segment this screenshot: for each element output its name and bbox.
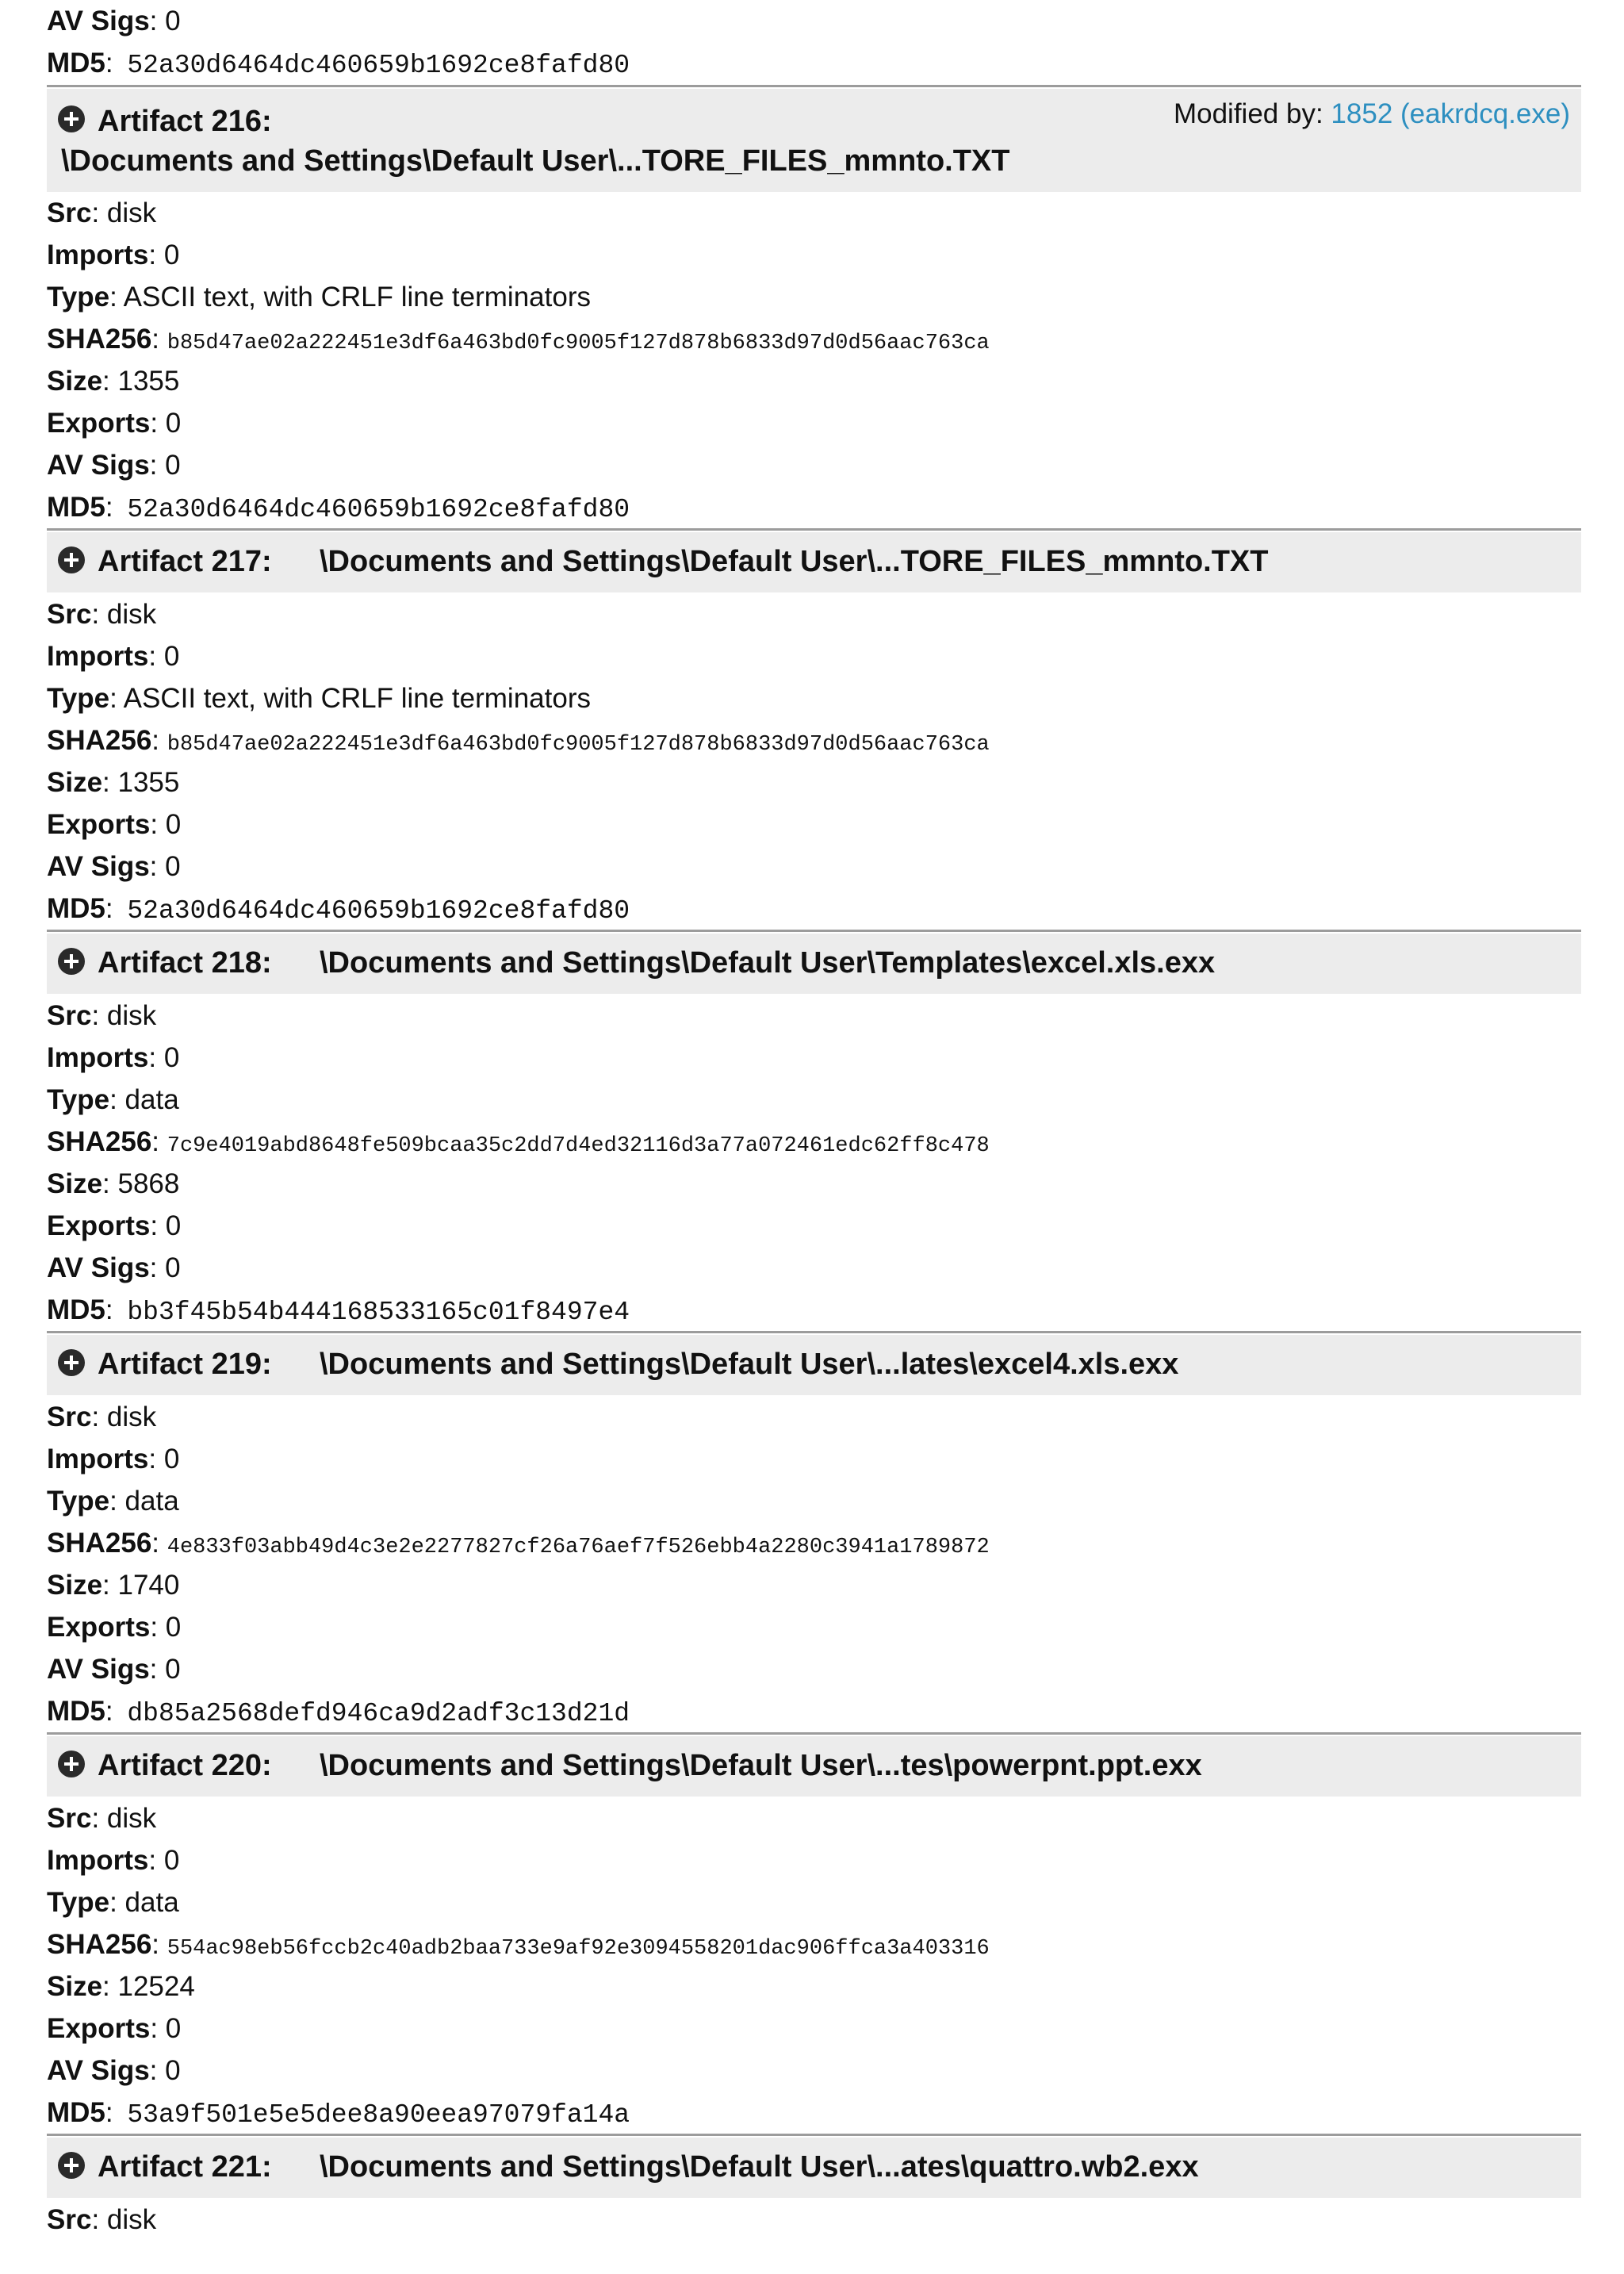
field-type: Type: ASCII text, with CRLF line terminators bbox=[47, 683, 591, 714]
artifact-header[interactable] bbox=[47, 934, 1581, 994]
field-imports: Imports: 0 bbox=[47, 1444, 180, 1474]
field-md5: MD5: db85a2568defd946ca9d2adf3c13d21d bbox=[47, 1696, 630, 1728]
field-size: Size: 5868 bbox=[47, 1168, 180, 1199]
divider bbox=[47, 85, 1581, 87]
artifact-header[interactable] bbox=[47, 2138, 1581, 2198]
divider bbox=[47, 1732, 1581, 1735]
artifact-path: \Documents and Settings\Default User\...ates\quattro.wb2.exx bbox=[320, 2150, 1199, 2184]
field-exports: Exports: 0 bbox=[47, 1210, 182, 1241]
field-sha256: SHA256: b85d47ae02a222451e3df6a463bd0fc9005f127d878b6833d97d0d56aac763ca bbox=[47, 324, 990, 355]
field-sha256: SHA256: 7c9e4019abd8648fe509bcaa35c2dd7d4ed32116d3a77a072461edc62ff8c478 bbox=[47, 1126, 990, 1158]
field-sha256: SHA256: 4e833f03abb49d4c3e2e2277827cf26a76aef7f526ebb4a2280c3941a1789872 bbox=[47, 1528, 990, 1559]
field-av-sigs: AV Sigs: 0 bbox=[47, 1654, 181, 1685]
expand-icon[interactable] bbox=[58, 2152, 85, 2179]
field-md5: MD5: 52a30d6464dc460659b1692ce8fafd80 bbox=[47, 492, 630, 524]
field-imports: Imports: 0 bbox=[47, 1042, 180, 1073]
field-av-sigs: AV Sigs: 0 bbox=[47, 450, 181, 481]
divider bbox=[47, 930, 1581, 932]
field-size: Size: 1355 bbox=[47, 767, 180, 798]
field-imports: Imports: 0 bbox=[47, 240, 180, 270]
field-src: Src: disk bbox=[47, 599, 157, 630]
field-size: Size: 12524 bbox=[47, 1971, 195, 2002]
field-av-sigs: AV Sigs: 0 bbox=[47, 851, 181, 882]
artifact-path: \Documents and Settings\Default User\Templates\excel.xls.exx bbox=[320, 946, 1216, 980]
field-sha256: SHA256: 554ac98eb56fccb2c40adb2baa733e9af92e3094558201dac906ffca3a403316 bbox=[47, 1929, 990, 1961]
artifact-header[interactable] bbox=[47, 1736, 1581, 1797]
divider bbox=[47, 528, 1581, 531]
artifact-title: Artifact 220: bbox=[98, 1749, 272, 1782]
modified-by: Modified by: 1852 (eakrdcq.exe) bbox=[1173, 98, 1570, 129]
expand-icon[interactable] bbox=[58, 948, 85, 975]
field-src: Src: disk bbox=[47, 1803, 157, 1834]
artifact-path: \Documents and Settings\Default User\...TORE_FILES_mmnto.TXT bbox=[61, 144, 1010, 178]
field-exports: Exports: 0 bbox=[47, 809, 182, 840]
field-type: Type: data bbox=[47, 1887, 179, 1918]
field-type: Type: data bbox=[47, 1486, 179, 1517]
field-exports: Exports: 0 bbox=[47, 1612, 182, 1643]
field-sha256: SHA256: b85d47ae02a222451e3df6a463bd0fc9005f127d878b6833d97d0d56aac763ca bbox=[47, 725, 990, 757]
artifact-path: \Documents and Settings\Default User\...TORE_FILES_mmnto.TXT bbox=[320, 545, 1269, 578]
artifact-title: Artifact 218: bbox=[98, 946, 272, 980]
field-exports: Exports: 0 bbox=[47, 408, 182, 439]
divider bbox=[47, 2134, 1581, 2136]
field-md5: MD5: 52a30d6464dc460659b1692ce8fafd80 bbox=[47, 893, 630, 926]
artifact-header[interactable] bbox=[47, 532, 1581, 592]
field-src: Src: disk bbox=[47, 2204, 157, 2235]
field-exports: Exports: 0 bbox=[47, 2013, 182, 2044]
expand-icon[interactable] bbox=[58, 105, 85, 132]
artifact-header[interactable] bbox=[47, 89, 1581, 192]
field-size: Size: 1740 bbox=[47, 1570, 180, 1601]
field-type: Type: ASCII text, with CRLF line terminators bbox=[47, 282, 591, 313]
field-imports: Imports: 0 bbox=[47, 641, 180, 672]
field-md5: MD5: 52a30d6464dc460659b1692ce8fafd80 bbox=[47, 48, 630, 80]
artifact-path: \Documents and Settings\Default User\...lates\excel4.xls.exx bbox=[320, 1348, 1179, 1381]
field-md5: MD5: bb3f45b54b444168533165c01f8497e4 bbox=[47, 1294, 630, 1327]
field-size: Size: 1355 bbox=[47, 366, 180, 397]
expand-icon[interactable] bbox=[58, 1349, 85, 1376]
field-av-sigs: AV Sigs: 0 bbox=[47, 6, 181, 36]
expand-icon[interactable] bbox=[58, 1751, 85, 1777]
field-src: Src: disk bbox=[47, 197, 157, 228]
divider bbox=[47, 1331, 1581, 1333]
expand-icon[interactable] bbox=[58, 546, 85, 573]
field-md5: MD5: 53a9f501e5e5dee8a90eea97079fa14a bbox=[47, 2097, 630, 2130]
field-src: Src: disk bbox=[47, 1402, 157, 1432]
modified-by-process-link[interactable]: 1852 (eakrdcq.exe) bbox=[1331, 98, 1570, 129]
field-src: Src: disk bbox=[47, 1000, 157, 1031]
field-imports: Imports: 0 bbox=[47, 1845, 180, 1876]
field-av-sigs: AV Sigs: 0 bbox=[47, 1252, 181, 1283]
artifact-title: Artifact 217: bbox=[98, 545, 272, 578]
artifact-title: Artifact 216: bbox=[98, 105, 272, 138]
artifact-path: \Documents and Settings\Default User\...tes\powerpnt.ppt.exx bbox=[320, 1749, 1202, 1782]
artifact-title: Artifact 219: bbox=[98, 1348, 272, 1381]
field-av-sigs: AV Sigs: 0 bbox=[47, 2055, 181, 2086]
artifact-title: Artifact 221: bbox=[98, 2150, 272, 2184]
field-type: Type: data bbox=[47, 1084, 179, 1115]
artifact-header[interactable] bbox=[47, 1335, 1581, 1395]
